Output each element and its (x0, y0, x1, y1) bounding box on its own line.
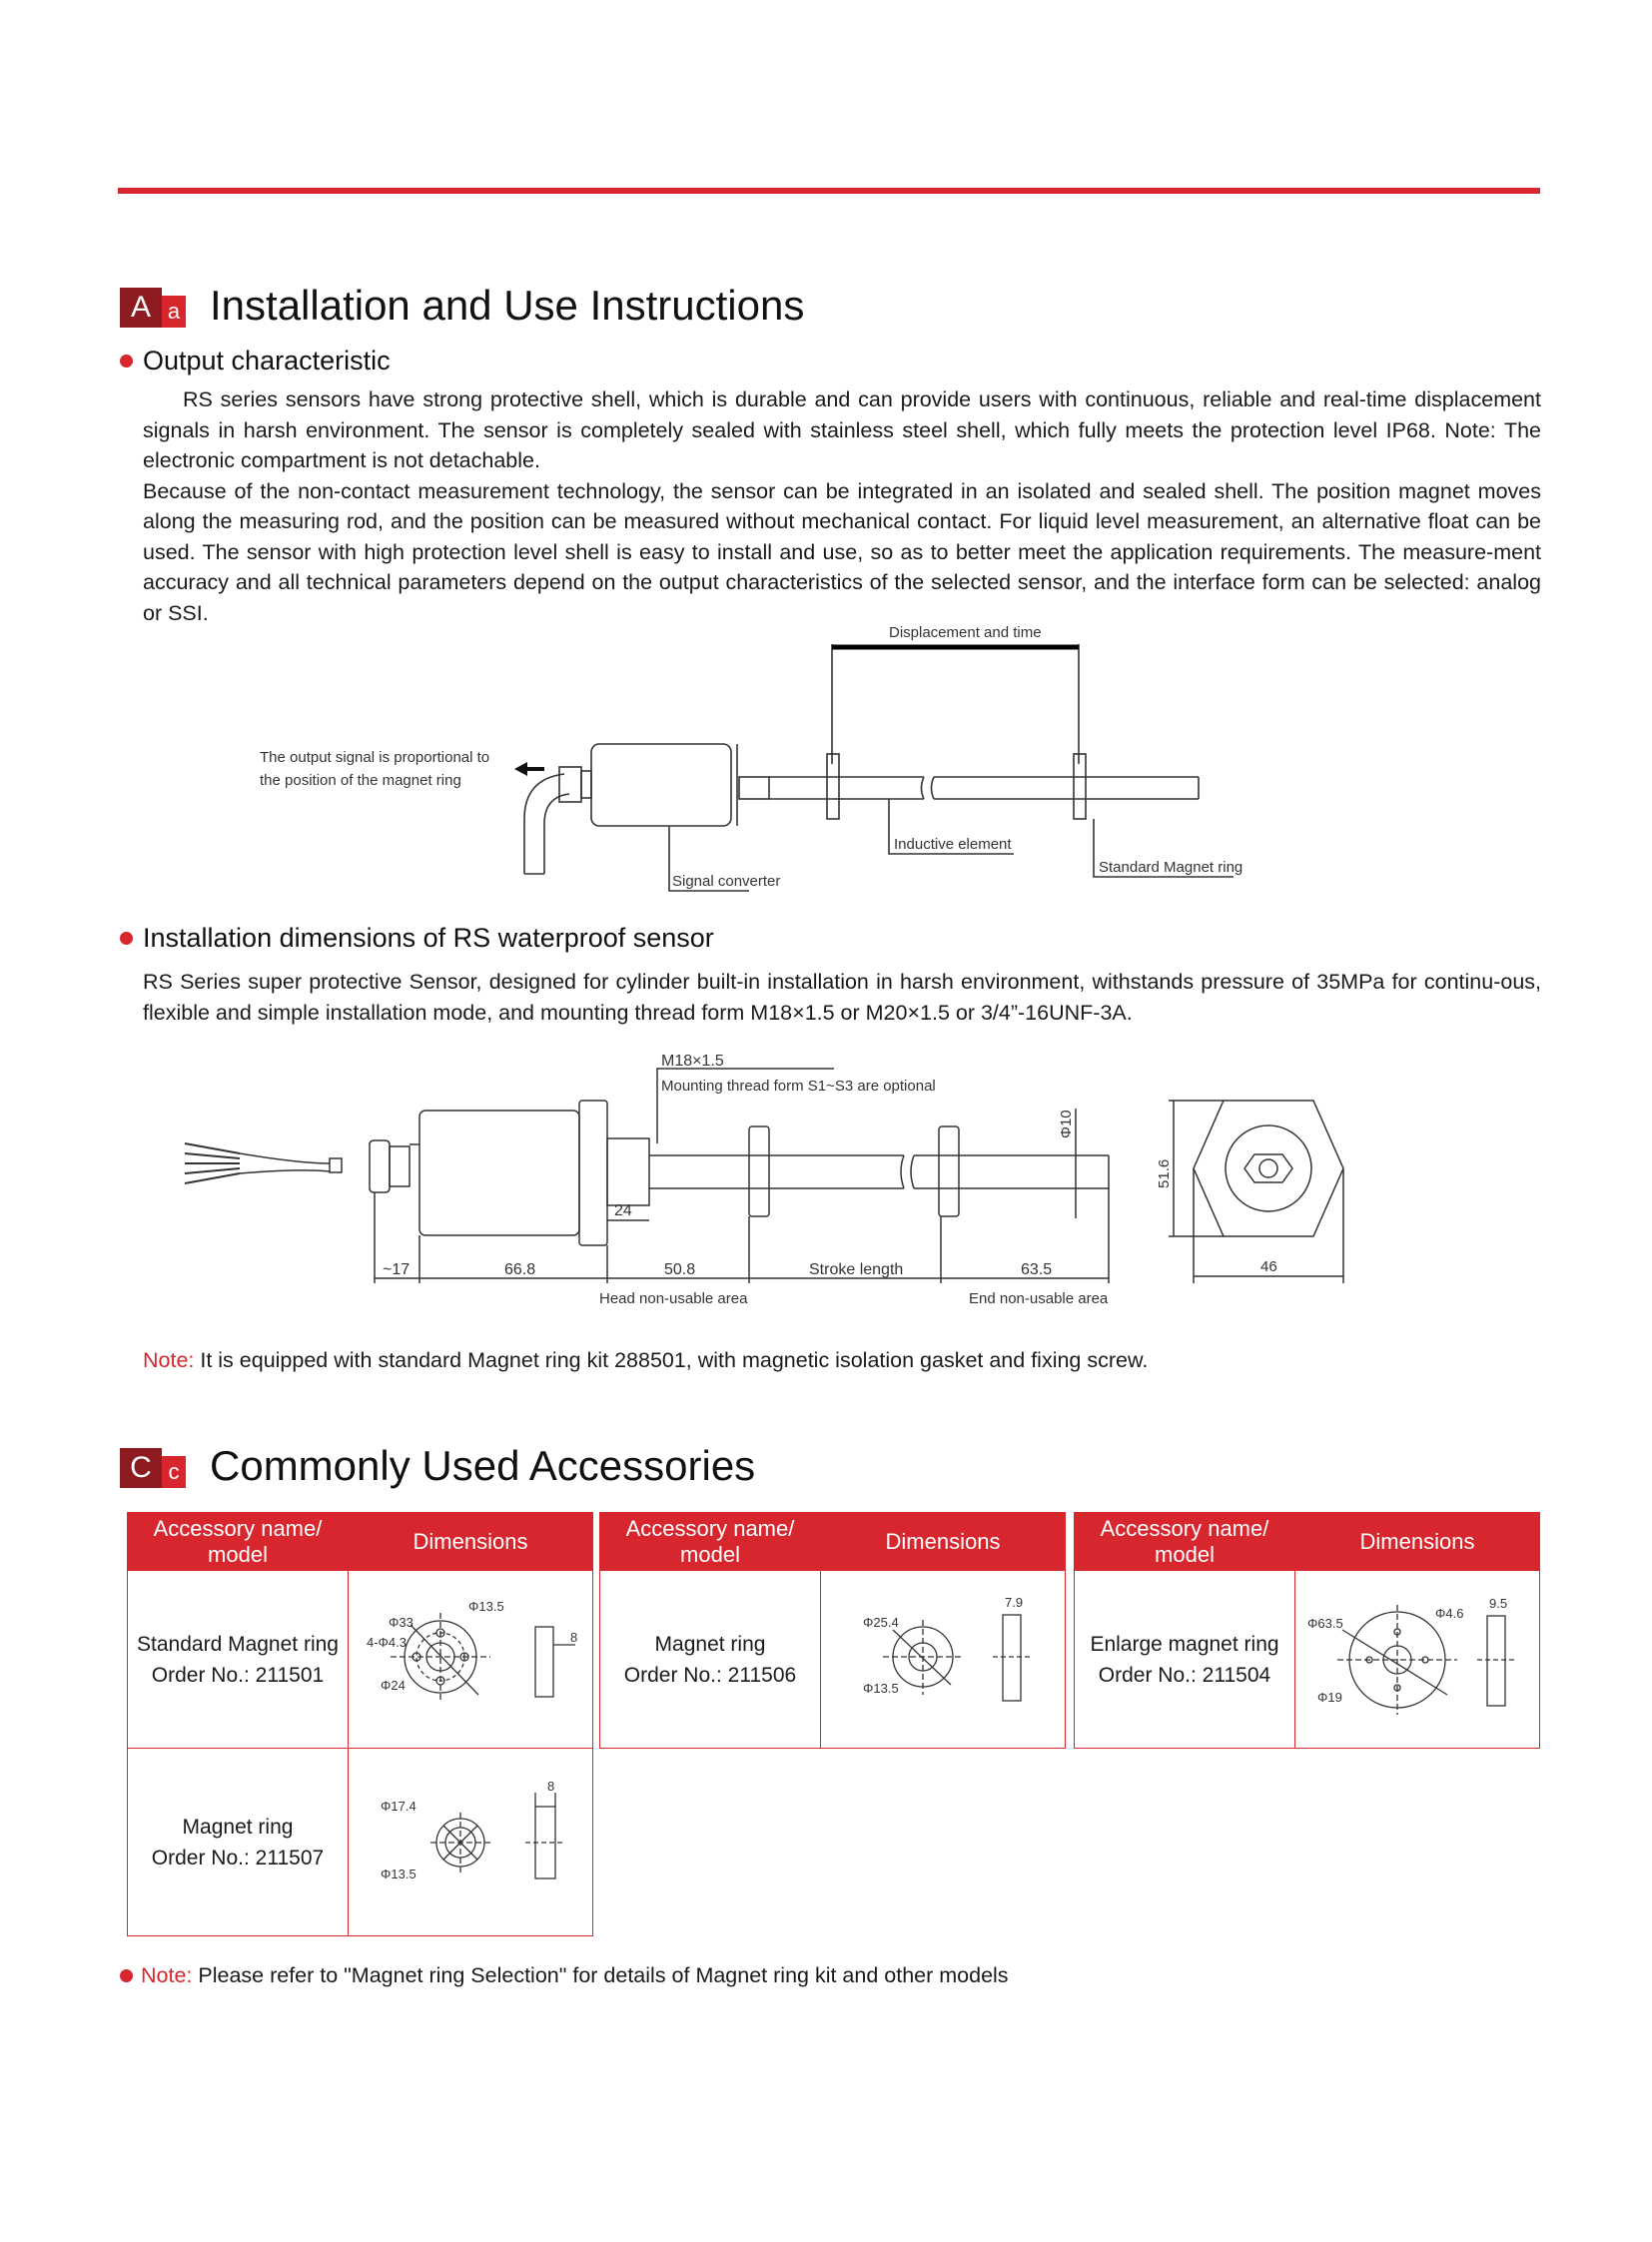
badge-letter-big: C (120, 1448, 162, 1488)
section-c-title: Commonly Used Accessories (210, 1442, 756, 1489)
svg-text:Φ63.5: Φ63.5 (1307, 1616, 1343, 1631)
accessory-name: Magnet ring (182, 1815, 294, 1839)
output-heading-text: Output characteristic (143, 346, 391, 375)
dim-51-6: 51.6 (1156, 1158, 1173, 1188)
magnet-ring-211507-drawing (351, 1763, 590, 1912)
accessory-order: Order No.: 211501 (151, 1663, 325, 1687)
header-dimensions: Dimensions (349, 1513, 593, 1571)
accessory-name: Standard Magnet ring (137, 1632, 339, 1656)
dimensions-cell (349, 1749, 593, 1936)
table-row (128, 1749, 593, 1936)
label-head-area: Head non-usable area (599, 1290, 748, 1307)
label-converter: Signal converter (672, 873, 781, 890)
dimensions-cell (1295, 1571, 1540, 1749)
dim-50-8: 50.8 (664, 1261, 696, 1278)
svg-text:Φ13.5: Φ13.5 (468, 1599, 504, 1614)
table-row (600, 1571, 1066, 1749)
install-heading-text: Installation dimensions of RS waterproof sensor (143, 923, 714, 953)
svg-text:Φ4.6: Φ4.6 (1435, 1606, 1464, 1621)
svg-text:Φ19: Φ19 (1317, 1690, 1342, 1705)
install-heading (120, 923, 714, 954)
label-mounting: Mounting thread form S1~S3 are optional (661, 1078, 936, 1095)
header-dimensions: Dimensions (821, 1513, 1066, 1571)
dim-17: ~17 (383, 1261, 411, 1278)
dim-d10: Φ10 (1058, 1110, 1075, 1138)
bullet-dot (120, 932, 133, 945)
svg-text:Φ24: Φ24 (381, 1678, 406, 1693)
accessory-order: Order No.: 211504 (1098, 1663, 1271, 1687)
dimensions-cell (349, 1571, 593, 1749)
accessory-table-2 (599, 1512, 1066, 1749)
accessory-name-cell (128, 1749, 349, 1936)
label-thread: M18×1.5 (661, 1053, 724, 1070)
badge-letter-small: c (162, 1456, 186, 1488)
badge-letter-small: a (162, 296, 186, 328)
section-c-badge (120, 1448, 186, 1488)
section-a-badge (120, 288, 186, 328)
header-name: Accessory name/ model (128, 1513, 349, 1571)
output-heading (120, 346, 391, 376)
dim-66-8: 66.8 (504, 1261, 536, 1278)
header-name: Accessory name/ model (600, 1513, 821, 1571)
label-signal-1: The output signal is proportional to (260, 749, 490, 766)
table-row (1075, 1571, 1540, 1749)
install-diagram (170, 1049, 1368, 1323)
accessory-name-cell (128, 1571, 349, 1749)
dim-24: 24 (614, 1202, 632, 1219)
bullet-dot (120, 355, 133, 368)
section-a-title: Installation and Use Instructions (210, 282, 805, 329)
accessory-name: Enlarge magnet ring (1090, 1632, 1279, 1656)
output-diagram (250, 619, 1268, 904)
bullet-dot (120, 1969, 133, 1982)
dim-46: 46 (1260, 1258, 1277, 1275)
note-magnet-selection (120, 1963, 1009, 1988)
note-label: Note: (143, 1348, 195, 1372)
label-end-area: End non-usable area (969, 1290, 1109, 1307)
note-magnet-kit (143, 1348, 1148, 1373)
svg-text:Φ13.5: Φ13.5 (863, 1681, 899, 1696)
accessory-table-3 (1074, 1512, 1540, 1749)
magnet-ring-211501-drawing (351, 1585, 590, 1725)
top-rule (118, 188, 1540, 194)
badge-letter-big: A (120, 288, 162, 328)
accessory-name: Magnet ring (654, 1632, 766, 1656)
output-paragraph (143, 384, 1541, 628)
accessory-name-cell (600, 1571, 821, 1749)
svg-text:Φ33: Φ33 (389, 1615, 413, 1630)
svg-text:7.9: 7.9 (1005, 1595, 1024, 1610)
accessory-table-1 (127, 1512, 593, 1936)
magnet-ring-211504-drawing (1297, 1580, 1537, 1730)
output-para-1: RS series sensors have strong protective shell, which is durable and can provide users with continuous, reliable and real-time displacement signals in harsh environment. The sensor is completely sealed with stainless steel shell, which fully meets the protection level IP68. Note: The electronic compartment is not detachable. (143, 387, 1541, 472)
dim-63-5: 63.5 (1021, 1261, 1053, 1278)
accessory-order: Order No.: 211506 (623, 1663, 797, 1687)
dimensions-cell (821, 1571, 1066, 1749)
output-para-2: Because of the non-contact measurement technology, the sensor can be integrated in an isolated and sealed shell. The position magnet moves along the measuring rod, and the position can be measured without mechanical contact. For liquid level measurement, an alternative float can be used. The sensor with high protection level shell is easy to install and use, so as to better meet the application requirements. The measure-ment accuracy and all technical parameters depend on the output characteristics of the selected sensor, and the interface form can be selected: analog or SSI. (143, 478, 1541, 625)
svg-text:9.5: 9.5 (1489, 1596, 1508, 1611)
accessory-order: Order No.: 211507 (151, 1846, 325, 1869)
label-signal-2: the position of the magnet ring (260, 772, 461, 789)
header-name: Accessory name/ model (1075, 1513, 1295, 1571)
note-text: It is equipped with standard Magnet ring kit 288501, with magnetic isolation gasket and fixing screw. (194, 1348, 1149, 1372)
install-paragraph: RS Series super protective Sensor, designed for cylinder built-in installation in harsh environment, withstands pressure of 35MPa for continu-ous, flexible and simple installation mode, and mounting thread form M18×1.5 or M20×1.5 or 3/4”-16UNF-3A. (143, 970, 1541, 1025)
svg-text:8: 8 (570, 1630, 578, 1645)
svg-text:Φ25.4: Φ25.4 (863, 1615, 899, 1630)
svg-text:Φ17.4: Φ17.4 (381, 1799, 416, 1814)
label-displacement: Displacement and time (889, 624, 1042, 641)
accessory-name-cell (1075, 1571, 1295, 1749)
svg-text:Φ13.5: Φ13.5 (381, 1867, 416, 1881)
svg-text:8: 8 (547, 1779, 555, 1794)
header-dimensions: Dimensions (1295, 1513, 1540, 1571)
label-inductive: Inductive element (894, 836, 1012, 853)
table-row (128, 1571, 593, 1749)
note-text: Please refer to "Magnet ring Selection" for details of Magnet ring kit and other models (192, 1963, 1009, 1987)
label-magnet: Standard Magnet ring (1099, 859, 1243, 876)
note-label: Note: (141, 1963, 193, 1987)
dim-stroke: Stroke length (809, 1261, 904, 1278)
magnet-ring-211506-drawing (823, 1585, 1063, 1725)
svg-text:4-Φ4.3: 4-Φ4.3 (367, 1635, 408, 1650)
